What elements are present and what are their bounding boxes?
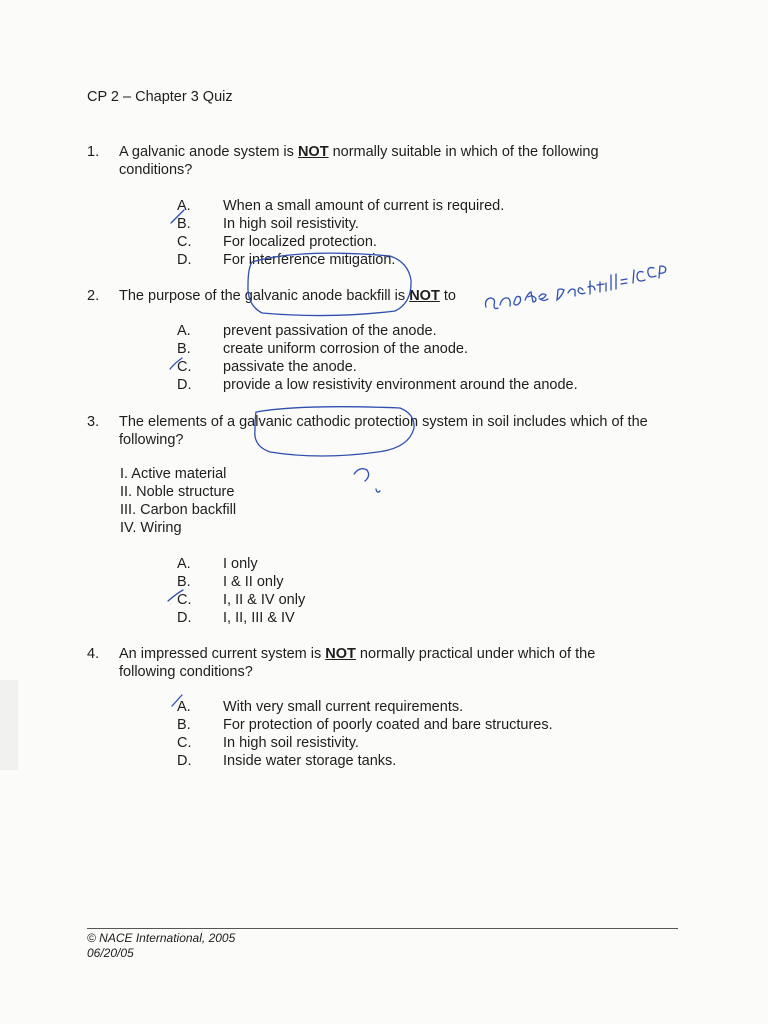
q1-option-text: For localized protection.: [223, 234, 377, 250]
question-1-keyword: NOT: [297, 144, 329, 160]
question-1-stem-line2: conditions?: [119, 162, 193, 178]
question-2-number: 2.: [87, 288, 100, 304]
scan-edge-shadow: [0, 680, 18, 770]
question-4-stem: An impressed current system is NOT normally practical under which of the: [119, 646, 596, 662]
question-4-number: 4.: [87, 646, 100, 662]
q4-option-letter: C.: [177, 735, 192, 751]
question-4-keyword: NOT: [325, 646, 356, 662]
q2-option-letter: C.: [177, 359, 192, 375]
q3-option-text: I & II only: [223, 574, 284, 590]
q1-option-letter: D.: [177, 252, 192, 268]
question-mark-icon: [354, 469, 369, 481]
question-1-stem: A galvanic anode system is NOT normally suitable in which of the following: [119, 144, 599, 160]
footer-copyright: © NACE International, 2005: [87, 931, 236, 945]
footer-divider: [87, 928, 678, 929]
question-mark-dot: [376, 489, 380, 492]
q2-option-text: prevent passivation of the anode.: [223, 323, 437, 339]
q3-element-item: III. Carbon backfill: [120, 502, 237, 518]
q1-option-letter: A.: [177, 198, 191, 214]
q3-element-item: IV. Wiring: [120, 520, 182, 536]
handwritten-note-strokes: [486, 266, 666, 309]
q2-option-letter: A.: [177, 323, 191, 339]
q3-option-text: I, II, III & IV: [223, 610, 295, 626]
q3-option-text: I only: [223, 556, 258, 572]
q2-option-letter: D.: [177, 377, 192, 393]
q1-option-text: When a small amount of current is required.: [223, 198, 505, 214]
q1-option-text: In high soil resistivity.: [223, 216, 359, 232]
q4-option-text: Inside water storage tanks.: [223, 753, 397, 769]
q3-option-text: I, II & IV only: [223, 592, 306, 608]
q4-option-text: In high soil resistivity.: [223, 735, 359, 751]
q3-option-letter: B.: [177, 574, 191, 590]
q4-option-letter: D.: [177, 753, 192, 769]
q3-element-item: II. Noble structure: [120, 484, 235, 500]
q2-option-text: provide a low resistivity environment around the anode.: [223, 377, 578, 393]
q2-option-letter: B.: [177, 341, 191, 357]
q3-element-item: I. Active material: [120, 466, 227, 482]
question-2-keyword: NOT: [409, 288, 440, 304]
q3-option-letter: A.: [177, 556, 191, 572]
q1-option-text: For interference mitigation.: [223, 252, 396, 268]
question-3-number: 3.: [87, 414, 100, 430]
footer-date: 06/20/05: [87, 946, 134, 960]
q4-option-text: For protection of poorly coated and bare structures.: [223, 717, 553, 733]
q2-option-text: create uniform corrosion of the anode.: [223, 341, 469, 357]
q1-option-letter: B.: [177, 216, 191, 232]
q1-option-letter: C.: [177, 234, 192, 250]
q4-option-letter: B.: [177, 717, 191, 733]
q3-option-letter: C.: [177, 592, 192, 608]
question-2-stem: The purpose of the galvanic anode backfill is NOT to: [119, 288, 456, 304]
question-3-stem: The elements of a galvanic cathodic protection system in soil includes which of the: [119, 414, 648, 430]
question-1-number: 1.: [87, 144, 100, 160]
q3-option-letter: D.: [177, 610, 192, 626]
question-4-stem-line2: following conditions?: [119, 664, 253, 680]
q4-option-text: With very small current requirements.: [223, 699, 464, 715]
question-3-stem-line2: following?: [119, 432, 184, 448]
q2-option-text: passivate the anode.: [223, 359, 357, 375]
q4-option-letter: A.: [177, 699, 191, 715]
page-title: CP 2 – Chapter 3 Quiz: [87, 89, 233, 105]
